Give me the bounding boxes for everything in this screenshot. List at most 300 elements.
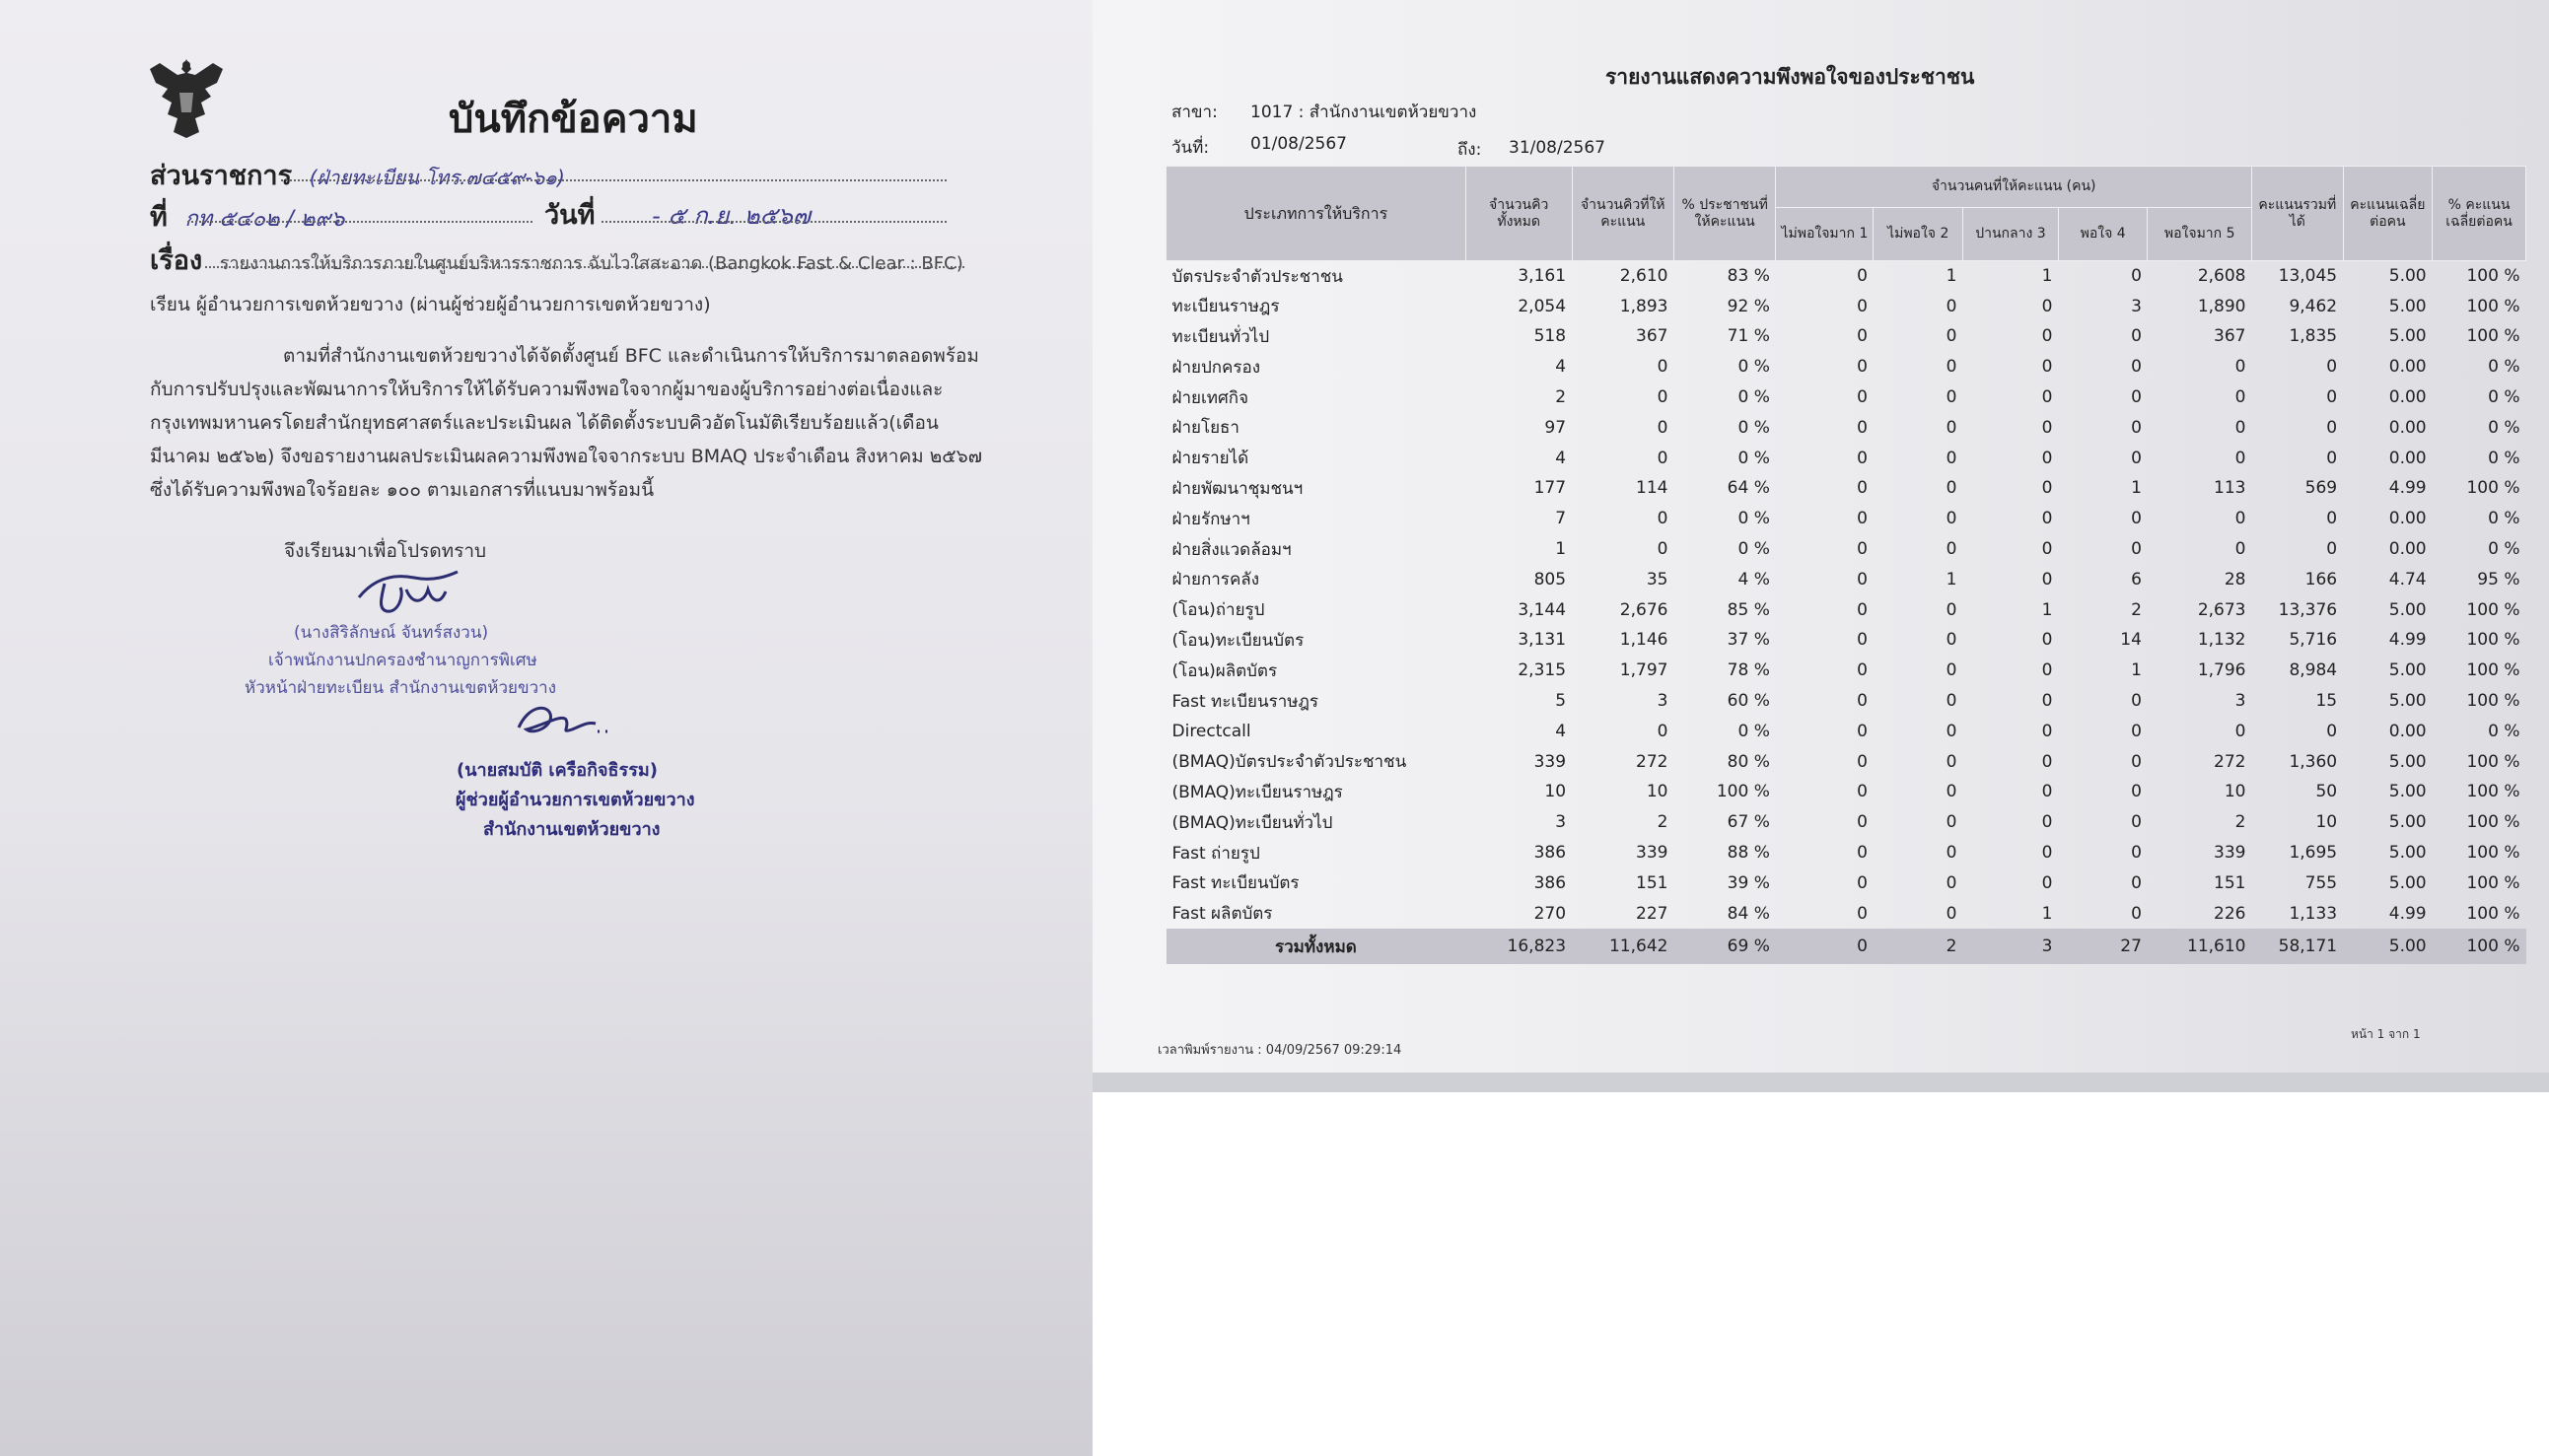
value-cell: 1,695: [2289, 843, 2338, 864]
value-cell: 9,462: [2289, 296, 2338, 316]
value-cell: 13,376: [2278, 599, 2338, 620]
header-pct-avg: % คะแนนเฉลี่ยต่อคน: [2433, 167, 2526, 261]
value-cell: 2,610: [1619, 266, 1668, 287]
value-cell: 2,315: [1518, 660, 1567, 681]
date-to: 31/08/2567: [1509, 138, 1605, 158]
value-cell: 4: [1555, 721, 1567, 741]
header-avg-score: คะแนนเฉลี่ยต่อคน: [2343, 167, 2432, 261]
value-cell: 1: [2131, 478, 2142, 499]
addressee-line: เรียน ผู้อำนวยการเขตห้วยขวาง (ผ่านผู้ช่วยผู้อำนวยการเขตห้วยขวาง): [150, 294, 711, 315]
value-cell: 2,608: [2197, 266, 2246, 287]
value-cell: 100 %: [2466, 478, 2520, 499]
value-cell: 5.00: [2388, 326, 2427, 347]
value-cell: 0: [1857, 326, 1868, 347]
service-name-cell: Fast ถ่ายรูป: [1171, 843, 1260, 864]
value-cell: 2: [2131, 599, 2142, 620]
body-line-5: ซึ่งได้รับความพึงพอใจร้อยละ ๑๐๐ ตามเอกสารที่แนบมาพร้อมนี้: [150, 479, 655, 501]
value-cell: 0: [1857, 266, 1868, 287]
value-cell: 60 %: [1727, 691, 1770, 712]
value-cell: 0: [1946, 509, 1957, 529]
value-cell: 39 %: [1727, 872, 1770, 893]
value-cell: 0: [1657, 357, 1668, 378]
value-cell: 339: [1636, 843, 1668, 864]
service-name-cell: ฝ่ายการคลัง: [1171, 570, 1260, 590]
value-cell: 1: [2041, 903, 2053, 924]
service-name-cell: รวมทั้งหมด: [1167, 929, 1466, 964]
service-name-cell: ฝ่ายรักษาฯ: [1171, 509, 1250, 529]
value-cell: 0: [1857, 478, 1868, 499]
value-cell: 569: [2304, 478, 2338, 499]
value-cell: 2,676: [1619, 599, 1668, 620]
value-cell: 0 %: [2488, 509, 2520, 529]
value-cell: 0: [2131, 903, 2142, 924]
value-cell: 0: [1946, 691, 1957, 712]
date-label: วันที่:: [1171, 138, 1210, 158]
subject-value: รายงานการให้บริการภายในศูนย์บริหารราชการ ฉับไวใสสะอาด (Bangkok Fast & Clear : BFC): [219, 253, 963, 274]
service-name-cell: ฝ่ายปกครอง: [1171, 357, 1261, 378]
value-cell: 0 %: [1737, 721, 1770, 741]
garuda-emblem-icon: [144, 53, 229, 142]
value-cell: 339: [1533, 751, 1567, 772]
table-row: [1167, 867, 2526, 898]
closing-line: จึงเรียนมาเพื่อโปรดทราบ: [284, 540, 487, 562]
value-cell: 13,045: [2278, 266, 2338, 287]
table-row: [1167, 807, 2526, 838]
value-cell: 1,133: [2289, 903, 2338, 924]
value-cell: 14: [2120, 630, 2142, 651]
value-cell: 84 %: [1727, 903, 1770, 924]
value-cell: 0: [1857, 903, 1868, 924]
value-cell: 0: [1857, 509, 1868, 529]
subject-row: [150, 239, 963, 281]
value-cell: 4.74: [2388, 569, 2427, 589]
service-name-cell: Fast ทะเบียนราษฎร: [1171, 691, 1319, 712]
table-row: [1167, 564, 2526, 594]
value-cell: 0: [2041, 478, 2053, 499]
value-cell: 3,131: [1518, 630, 1567, 651]
value-cell: 0: [1857, 721, 1868, 741]
value-cell: 1,835: [2289, 326, 2338, 347]
value-cell: 0: [2326, 539, 2338, 560]
value-cell: 0.00: [2388, 387, 2427, 408]
value-cell: 151: [1636, 872, 1668, 893]
value-cell: 16,823: [1465, 929, 1572, 964]
body-line-1: ตามที่สำนักงานเขตห้วยขวางได้จัดตั้งศูนย์ BFC และดำเนินการให้บริการมาตลอดพร้อม: [283, 345, 979, 367]
value-cell: 0 %: [1737, 417, 1770, 438]
header-r5: พอใจมาก 5: [2148, 208, 2252, 261]
satisfaction-report-photo: [1093, 0, 2549, 1092]
value-cell: 0.00: [2388, 509, 2427, 529]
value-cell: 0: [1776, 929, 1874, 964]
date-row: [544, 193, 811, 236]
value-cell: 386: [1533, 872, 1567, 893]
value-cell: 0: [1946, 357, 1957, 378]
value-cell: 3: [1657, 691, 1668, 712]
page-number: หน้า 1 จาก 1: [2351, 1027, 2421, 1041]
value-cell: 113: [2214, 478, 2246, 499]
value-cell: 3: [2234, 691, 2246, 712]
signer1-name: (นางสิริลักษณ์ จันทร์สงวน): [294, 623, 489, 643]
value-cell: 0: [2131, 266, 2142, 287]
value-cell: 386: [1533, 843, 1567, 864]
value-cell: 0: [1857, 296, 1868, 316]
value-cell: 4 %: [1737, 569, 1770, 589]
value-cell: 100 %: [2466, 751, 2520, 772]
service-name-cell: (โอน)ผลิตบัตร: [1171, 660, 1278, 681]
value-cell: 4.99: [2388, 903, 2427, 924]
value-cell: 0: [2041, 721, 2053, 741]
value-cell: 1,796: [2197, 660, 2246, 681]
body-line-4: มีนาคม ๒๕๖๒) จึงขอรายงานผลประเมินผลความพึงพอใจจากระบบ BMAQ ประจำเดือน สิงหาคม ๒๕๖๗: [150, 446, 982, 467]
value-cell: 100 %: [2466, 812, 2520, 833]
value-cell: 0.00: [2388, 721, 2427, 741]
service-name-cell: Fast ผลิตบัตร: [1171, 904, 1273, 925]
value-cell: 95 %: [2477, 569, 2520, 589]
service-name-cell: ฝ่ายพัฒนาชุมชนฯ: [1171, 478, 1304, 499]
value-cell: 2,054: [1518, 296, 1567, 316]
value-cell: 0: [1946, 660, 1957, 681]
value-cell: 0: [2234, 539, 2246, 560]
date-label: วันที่: [544, 200, 596, 231]
value-cell: 0: [2234, 509, 2246, 529]
subject-label: เรื่อง: [150, 245, 203, 276]
value-cell: 0: [2326, 448, 2338, 468]
value-cell: 100 %: [2466, 872, 2520, 893]
value-cell: 27: [2058, 929, 2147, 964]
value-cell: 0 %: [2488, 387, 2520, 408]
value-cell: 69 %: [1673, 929, 1775, 964]
table-row: [1167, 504, 2526, 534]
value-cell: 0: [1946, 326, 1957, 347]
value-cell: 0: [2041, 660, 2053, 681]
value-cell: 10: [1544, 782, 1567, 802]
service-name-cell: (โอน)ทะเบียนบัตร: [1171, 630, 1305, 651]
value-cell: 0: [1946, 721, 1957, 741]
value-cell: 0: [1857, 843, 1868, 864]
value-cell: 0: [1857, 448, 1868, 468]
value-cell: 85 %: [1727, 599, 1770, 620]
value-cell: 0: [2326, 357, 2338, 378]
value-cell: 0.00: [2388, 357, 2427, 378]
value-cell: 78 %: [1727, 660, 1770, 681]
service-name-cell: ฝ่ายรายได้: [1171, 449, 1249, 469]
table-row: [1167, 352, 2526, 382]
value-cell: 11,610: [2148, 929, 2252, 964]
ref-dotline: [187, 221, 532, 223]
value-cell: 2: [1657, 812, 1668, 833]
memo-document-photo: [0, 0, 1093, 1456]
value-cell: 0.00: [2388, 417, 2427, 438]
value-cell: 0: [2131, 509, 2142, 529]
header-service-type: ประเภทการให้บริการ: [1167, 167, 1466, 261]
value-cell: 100 %: [2466, 630, 2520, 651]
value-cell: 0: [2131, 326, 2142, 347]
value-cell: 2: [1555, 387, 1567, 408]
report-title: รายงานแสดงความพึงพอใจของประชาชน: [1605, 65, 1975, 89]
value-cell: 0: [2041, 387, 2053, 408]
value-cell: 0: [2041, 539, 2053, 560]
value-cell: 3: [1962, 929, 2058, 964]
agency-label: ส่วนราชการ: [150, 161, 293, 191]
value-cell: 5.00: [2388, 691, 2427, 712]
value-cell: 0: [2131, 357, 2142, 378]
value-cell: 339: [2214, 843, 2246, 864]
table-row: [1167, 686, 2526, 717]
value-cell: 5.00: [2388, 782, 2427, 802]
value-cell: 367: [1636, 326, 1668, 347]
value-cell: 1,146: [1619, 630, 1668, 651]
value-cell: 100 %: [2466, 266, 2520, 287]
agency-dotline: [281, 179, 947, 181]
value-cell: 0: [1657, 509, 1668, 529]
body-line-2: กับการปรับปรุงและพัฒนาการให้บริการให้ได้รับความพึงพอใจจากผู้มาของผู้บริการอย่างต่อเนื่องและ: [150, 379, 944, 400]
value-cell: 0: [1857, 812, 1868, 833]
value-cell: 272: [1636, 751, 1668, 772]
value-cell: 0: [1857, 387, 1868, 408]
value-cell: 0: [2131, 387, 2142, 408]
value-cell: 1: [1946, 569, 1957, 589]
table-row: [1167, 746, 2526, 777]
ref-row: [150, 195, 344, 238]
value-cell: 0: [2326, 417, 2338, 438]
value-cell: 1: [1946, 266, 1957, 287]
value-cell: 1,132: [2197, 630, 2246, 651]
service-name-cell: ทะเบียนราษฎร: [1171, 297, 1280, 317]
value-cell: 92 %: [1727, 296, 1770, 316]
value-cell: 0: [1946, 539, 1957, 560]
value-cell: 88 %: [1727, 843, 1770, 864]
value-cell: 4.99: [2388, 478, 2427, 499]
value-cell: 5.00: [2343, 929, 2432, 964]
subject-dotline: [205, 266, 964, 268]
value-cell: 0: [1946, 630, 1957, 651]
value-cell: 80 %: [1727, 751, 1770, 772]
service-name-cell: ฝ่ายเทศกิจ: [1171, 387, 1249, 408]
value-cell: 0: [2041, 509, 2053, 529]
table-row: [1167, 443, 2526, 473]
value-cell: 0: [1857, 539, 1868, 560]
service-name-cell: Fast ทะเบียนบัตร: [1171, 873, 1300, 894]
value-cell: 0 %: [1737, 387, 1770, 408]
value-cell: 0: [2131, 721, 2142, 741]
value-cell: 0: [1857, 872, 1868, 893]
memo-title: บันทึกข้อความ: [449, 96, 698, 142]
value-cell: 37 %: [1727, 630, 1770, 651]
value-cell: 3,144: [1518, 599, 1567, 620]
value-cell: 0: [2041, 448, 2053, 468]
value-cell: 0: [2041, 812, 2053, 833]
value-cell: 100 %: [2466, 843, 2520, 864]
total-row: [1167, 929, 2526, 964]
value-cell: 0: [1857, 660, 1868, 681]
value-cell: 0: [1946, 782, 1957, 802]
date-from: 01/08/2567: [1250, 134, 1347, 154]
signature-2-icon: [513, 698, 611, 739]
print-time: เวลาพิมพ์รายงาน : 04/09/2567 09:29:14: [1158, 1043, 1402, 1058]
value-cell: 0: [2041, 296, 2053, 316]
agency-value: (ฝ่ายทะเบียน โทร.๗๔๕๙-๖๑): [309, 166, 565, 189]
value-cell: 0.00: [2388, 448, 2427, 468]
value-cell: 0: [2131, 448, 2142, 468]
value-cell: 0: [1857, 417, 1868, 438]
value-cell: 0: [2131, 782, 2142, 802]
value-cell: 0: [1946, 417, 1957, 438]
service-name-cell: (BMAQ)ทะเบียนราษฎร: [1171, 782, 1343, 802]
value-cell: 100 %: [2466, 691, 2520, 712]
value-cell: 1,797: [1619, 660, 1668, 681]
service-name-cell: Directcall: [1171, 721, 1251, 741]
value-cell: 10: [2224, 782, 2246, 802]
value-cell: 3,161: [1518, 266, 1567, 287]
signer2-position-1: ผู้ช่วยผู้อำนวยการเขตห้วยขวาง: [456, 790, 695, 810]
value-cell: 0 %: [1737, 448, 1770, 468]
value-cell: 0: [2131, 417, 2142, 438]
value-cell: 5.00: [2388, 843, 2427, 864]
table-row: [1167, 716, 2526, 746]
value-cell: 0: [1946, 387, 1957, 408]
value-cell: 0 %: [2488, 721, 2520, 741]
value-cell: 5: [1555, 691, 1567, 712]
value-cell: 0: [1946, 478, 1957, 499]
signer2-name: (นายสมบัติ เครือกิจธิรรม): [457, 760, 658, 781]
signature-1-icon: [355, 570, 463, 615]
value-cell: 0: [2041, 569, 2053, 589]
value-cell: 0: [1857, 691, 1868, 712]
to-label: ถึง:: [1457, 140, 1482, 160]
value-cell: 0: [1857, 569, 1868, 589]
value-cell: 2,673: [2197, 599, 2246, 620]
value-cell: 5.00: [2388, 660, 2427, 681]
table-row: [1167, 777, 2526, 807]
value-cell: 1: [1555, 539, 1567, 560]
value-cell: 0: [2131, 751, 2142, 772]
value-cell: 0: [2234, 448, 2246, 468]
value-cell: 0: [2041, 872, 2053, 893]
value-cell: 1,893: [1619, 296, 1668, 316]
value-cell: 100 %: [2466, 903, 2520, 924]
value-cell: 100 %: [1716, 782, 1770, 802]
table-row: [1167, 838, 2526, 868]
value-cell: 0: [1946, 599, 1957, 620]
branch-value: 1017 : สำนักงานเขตห้วยขวาง: [1250, 103, 1477, 122]
branch-label: สาขา:: [1171, 103, 1218, 122]
header-rated-queue: จำนวนคิวที่ให้คะแนน: [1572, 167, 1673, 261]
body-line-3: กรุงเทพมหานครโดยสำนักยุทธศาสตร์และประเมินผล ได้ติดตั้งระบบคิวอัตโนมัติเรียบร้อยแล้ว(เดือน: [150, 412, 939, 434]
satisfaction-table: [1166, 166, 2526, 964]
table-row: [1167, 321, 2526, 352]
value-cell: 100 %: [2466, 660, 2520, 681]
value-cell: 0: [2326, 509, 2338, 529]
value-cell: 0: [1857, 782, 1868, 802]
value-cell: 10: [1646, 782, 1668, 802]
value-cell: 0: [1946, 751, 1957, 772]
value-cell: 0: [1946, 448, 1957, 468]
value-cell: 0 %: [2488, 357, 2520, 378]
value-cell: 0 %: [2488, 417, 2520, 438]
value-cell: 5.00: [2388, 872, 2427, 893]
value-cell: 8,984: [2289, 660, 2338, 681]
value-cell: 0 %: [1737, 539, 1770, 560]
value-cell: 518: [1533, 326, 1567, 347]
value-cell: 64 %: [1727, 478, 1770, 499]
value-cell: 1,360: [2289, 751, 2338, 772]
value-cell: 0 %: [2488, 539, 2520, 560]
service-name-cell: ฝ่ายโยธา: [1171, 418, 1239, 439]
value-cell: 5.00: [2388, 266, 2427, 287]
value-cell: 0: [2041, 751, 2053, 772]
value-cell: 11,642: [1572, 929, 1673, 964]
value-cell: 226: [2214, 903, 2246, 924]
service-name-cell: ฝ่ายสิ่งแวดล้อมฯ: [1171, 539, 1292, 560]
value-cell: 97: [1544, 417, 1567, 438]
value-cell: 0: [1657, 417, 1668, 438]
value-cell: 50: [2315, 782, 2338, 802]
value-cell: 0: [2041, 417, 2053, 438]
value-cell: 755: [2304, 872, 2338, 893]
value-cell: 0 %: [1737, 509, 1770, 529]
table-row: [1167, 412, 2526, 443]
service-name-cell: ทะเบียนทั่วไป: [1171, 326, 1270, 347]
value-cell: 0.00: [2388, 539, 2427, 560]
date-dotline: [602, 221, 947, 223]
value-cell: 0: [2131, 691, 2142, 712]
value-cell: 0: [2041, 843, 2053, 864]
value-cell: 5.00: [2388, 296, 2427, 316]
value-cell: 0: [2041, 630, 2053, 651]
value-cell: 7: [1555, 509, 1567, 529]
value-cell: 0: [2131, 539, 2142, 560]
value-cell: 35: [1646, 569, 1668, 589]
value-cell: 177: [1533, 478, 1567, 499]
value-cell: 0: [2234, 357, 2246, 378]
value-cell: 0: [2041, 326, 2053, 347]
value-cell: 5,716: [2289, 630, 2338, 651]
value-cell: 0: [2041, 691, 2053, 712]
value-cell: 0: [2041, 782, 2053, 802]
value-cell: 4: [1555, 357, 1567, 378]
value-cell: 0: [2234, 387, 2246, 408]
value-cell: 0: [2131, 812, 2142, 833]
value-cell: 28: [2224, 569, 2246, 589]
value-cell: 227: [1636, 903, 1668, 924]
value-cell: 0: [1857, 357, 1868, 378]
value-cell: 100 %: [2466, 599, 2520, 620]
signer1-position-1: เจ้าพนักงานปกครองชำนาญการพิเศษ: [268, 651, 537, 670]
value-cell: 0: [1946, 872, 1957, 893]
value-cell: 1: [2131, 660, 2142, 681]
value-cell: 15: [2315, 691, 2338, 712]
header-r2: ไม่พอใจ 2: [1874, 208, 1962, 261]
value-cell: 2: [1874, 929, 1962, 964]
value-cell: 10: [2315, 812, 2338, 833]
value-cell: 0: [2131, 843, 2142, 864]
value-cell: 1: [2041, 599, 2053, 620]
value-cell: 0: [1657, 721, 1668, 741]
value-cell: 367: [2214, 326, 2246, 347]
value-cell: 0: [1657, 387, 1668, 408]
table-row: [1167, 382, 2526, 413]
header-total-queue: จำนวนคิวทั้งหมด: [1465, 167, 1572, 261]
service-name-cell: บัตรประจำตัวประชาชน: [1171, 266, 1343, 287]
value-cell: 100 %: [2433, 929, 2526, 964]
header-r4: พอใจ 4: [2058, 208, 2147, 261]
value-cell: 0 %: [1737, 357, 1770, 378]
value-cell: 1: [2041, 266, 2053, 287]
value-cell: 166: [2304, 569, 2338, 589]
paper-shadow: [1093, 1073, 2549, 1092]
table-row: [1167, 291, 2526, 321]
value-cell: 6: [2131, 569, 2142, 589]
